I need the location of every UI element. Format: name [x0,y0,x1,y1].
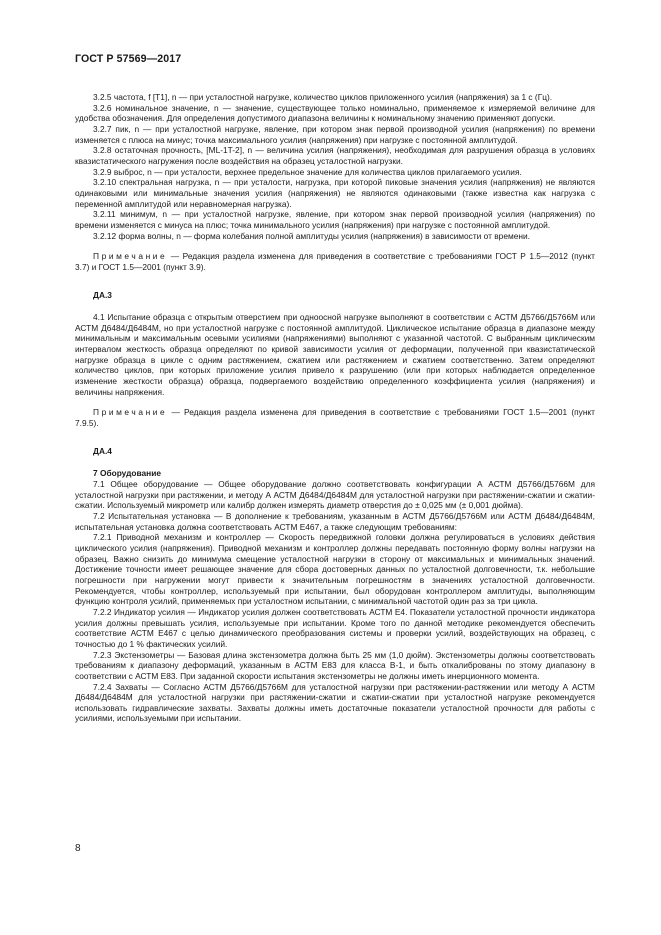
paragraph-3-2-11: 3.2.11 минимум, n — при усталостной нагрузке, явление, при котором знак первой производной усилия (напряжения) по времени изменяется с минуса на плюс; точка минимального усилия (напряжения) при нагрузке с постоянной амплитудой. [75,209,595,230]
note-2-label: Примечание [93,407,168,418]
note-2-text: — Редакция раздела изменена для приведения в соответствие с требованиями ГОСТ 1.5—2001 (пункт 7.9.5). [75,407,595,429]
paragraph-3-2-8: 3.2.8 остаточная прочность, [ML-1T-2], n — величина усилия (напряжения), необходимая для разрушения образца в условиях квазистатического нагружения после воздействия на образец усталостной нагрузки. [75,145,595,166]
paragraph-7-2: 7.2 Испытательная установка — В дополнение к требованиям, указанным в АСТМ Д5766/Д5766М или АСТМ Д6484/Д6484М, испытательная установка должна соответствовать АСТМ Е467, а также следующим требованиям: [75,511,595,532]
paragraph-3-2-5: 3.2.5 частота, f [T1], n — при усталостной нагрузке, количество циклов приложенного усилия (напряжения) за 1 с (Гц). [93,92,553,102]
paragraph-7-2-1: 7.2.1 Приводной механизм и контроллер — Скорость передвижной головки должна регулироваться в условиях действия циклического усилия (напряжения). Приводной механизм и контроллер должны передавать постоянную форму волны нагрузки на образец. Важно снизить до минимума смещение усталостной нагрузки в сторону от максимальных и минимальных значений. Достижение точности имеет решающее значение для сбора достоверных данных по усталостной долговечности, т.к. небольшие погрешности при нагружении могут привести к значительным погрешностям в значениях усталостной долговечности. Рекомендуется, чтобы контроллер, используемый при испытании, был оборудован контроллером амплитуды, выполняющим функцию контроля усилий, применяемых при усталостном испытании, с минимальной частотой один раз за три цикла. [75,532,595,607]
paragraph-7-1: 7.1 Общее оборудование — Общее оборудование должно соответствовать конфигурации А АСТМ Д5766/Д5766М для усталостной нагрузки при растяжении, и методу А АСТМ Д6484/Д6484М для усталостной нагрузки при растяжении-сжатии и сжатии-сжатии. Используемый микрометр или калибр должен измерять диаметр отверстия до ± 0,025 мм (± 0,001 дюйма). [75,479,595,511]
paragraph-7-2-2: 7.2.2 Индикатор усилия — Индикатор усилия должен соответствовать АСТМ Е4. Показатели усталостной прочности индикатора усилия должны превышать усилия, используемые при испытании. Кроме того по данной методике рекомендуется обеспечить соответствие АСТМ Е467 с целью динамического преобразования системы и проверки усилий, воздействующих на образец, с точностью до 1 % фактических усилий. [75,606,595,649]
note-1-text: — Редакция раздела изменена для приведения в соответствие с требованиями ГОСТ Р 1.5—2012 (пункт 3.7) и ГОСТ 1.5—2001 (пункт 3.9). [75,251,595,272]
paragraph-4-1: 4.1 Испытание образца с открытым отверстием при одноосной нагрузке выполняют в соответствии с АСТМ Д5766/Д5766М или АСТМ Д6484/Д6484М, но при усталостной нагрузке с постоянной амплитудой. Циклическое испытание образца в диапазоне между минимальным и максимальным осевыми усилиями (напряжениями) выполняют с указанной частотой. С выбранным циклическим интервалом жесткость образца определяют по кривой зависимости усилия от деформации, полученной при квазистатической нагрузке образца в цикле с одним растяжением, сжатием или растяжением и сжатием соответственно. Затем определяют количество циклов, при которых приложение усилия привело к разрушению (или при которых наблюдается определенное изменение жесткости образца) образца, подвергаемого воздействию определенного коэффициента усилия (напряжения) и величины напряжения. [75,312,595,397]
note-2 [75,407,595,428]
document-header: ГОСТ Р 57569—2017 [75,53,182,65]
paragraph-7-2-4: 7.2.4 Захваты — Согласно АСТМ Д5766/Д5766М для усталостной нагрузки при растяжении-растяжении или методу А АСТМ Д6484/Д6484М для усталостной нагрузки при растяжении-сжатии и сжатии-сжатии при усталостной нагрузке рекомендуется использовать гидравлические захваты. Захваты должны иметь достаточные показатели усталостной прочности для работы с усилиями, используемыми при испытании. [75,681,595,724]
note-1-label: Примечание [93,251,168,262]
paragraph-3-2-7: 3.2.7 пик, n — при усталостной нагрузке, явление, при котором знак первой производной усилия (напряжения) по времени изменяется с плюса на минус; точка максимального усилия (напряжения) при нагрузке с постоянной амплитудой. [75,123,595,145]
paragraph-3-2-10: 3.2.10 спектральная нагрузка, n — при усталости, нагрузка, при которой пиковые значения усилия (напряжения) не являются одинаковыми или минимальные значения усилия (напряжения) не являются одинаковыми (также известна как нагрузка с переменной амплитудой или неравномерная нагрузка). [75,177,595,209]
note-1 [75,251,595,272]
heading-7-equipment: 7 Оборудование [93,468,161,479]
section-da4-heading: ДА.4 [93,445,112,456]
section-da3-heading: ДА.3 [93,289,112,300]
page-number: 8 [75,843,81,854]
paragraph-7-2-3: 7.2.3 Экстензометры — Базовая длина экстензометра должна быть 25 мм (1,0 дюйм). Экстензометры должны соответствовать требованиям к диапазону деформаций, указанным в АСТМ Е83 для класса В-1, и быть откалиброваны по этому диапазону в соответствии с АСТМ Е83. При заданной скорости испытания экстензометры не должны иметь инерционного момента. [75,649,595,681]
paragraph-3-2-6: 3.2.6 номинальное значение, n — значение, существующее только номинально, применяемое к измеряемой величине для удобства обозначения. Для определения допустимого диапазона величины к номинальному значению применяют допуски. [75,102,595,124]
paragraph-3-2-9: 3.2.9 выброс, n — при усталости, верхнее предельное значение для количества циклов прилагаемого усилия. [93,166,522,177]
paragraph-3-2-12: 3.2.12 форма волны, n — форма колебания полной амплитуды усилия (напряжения) в зависимости от времени. [93,230,530,241]
document-body [75,92,595,724]
